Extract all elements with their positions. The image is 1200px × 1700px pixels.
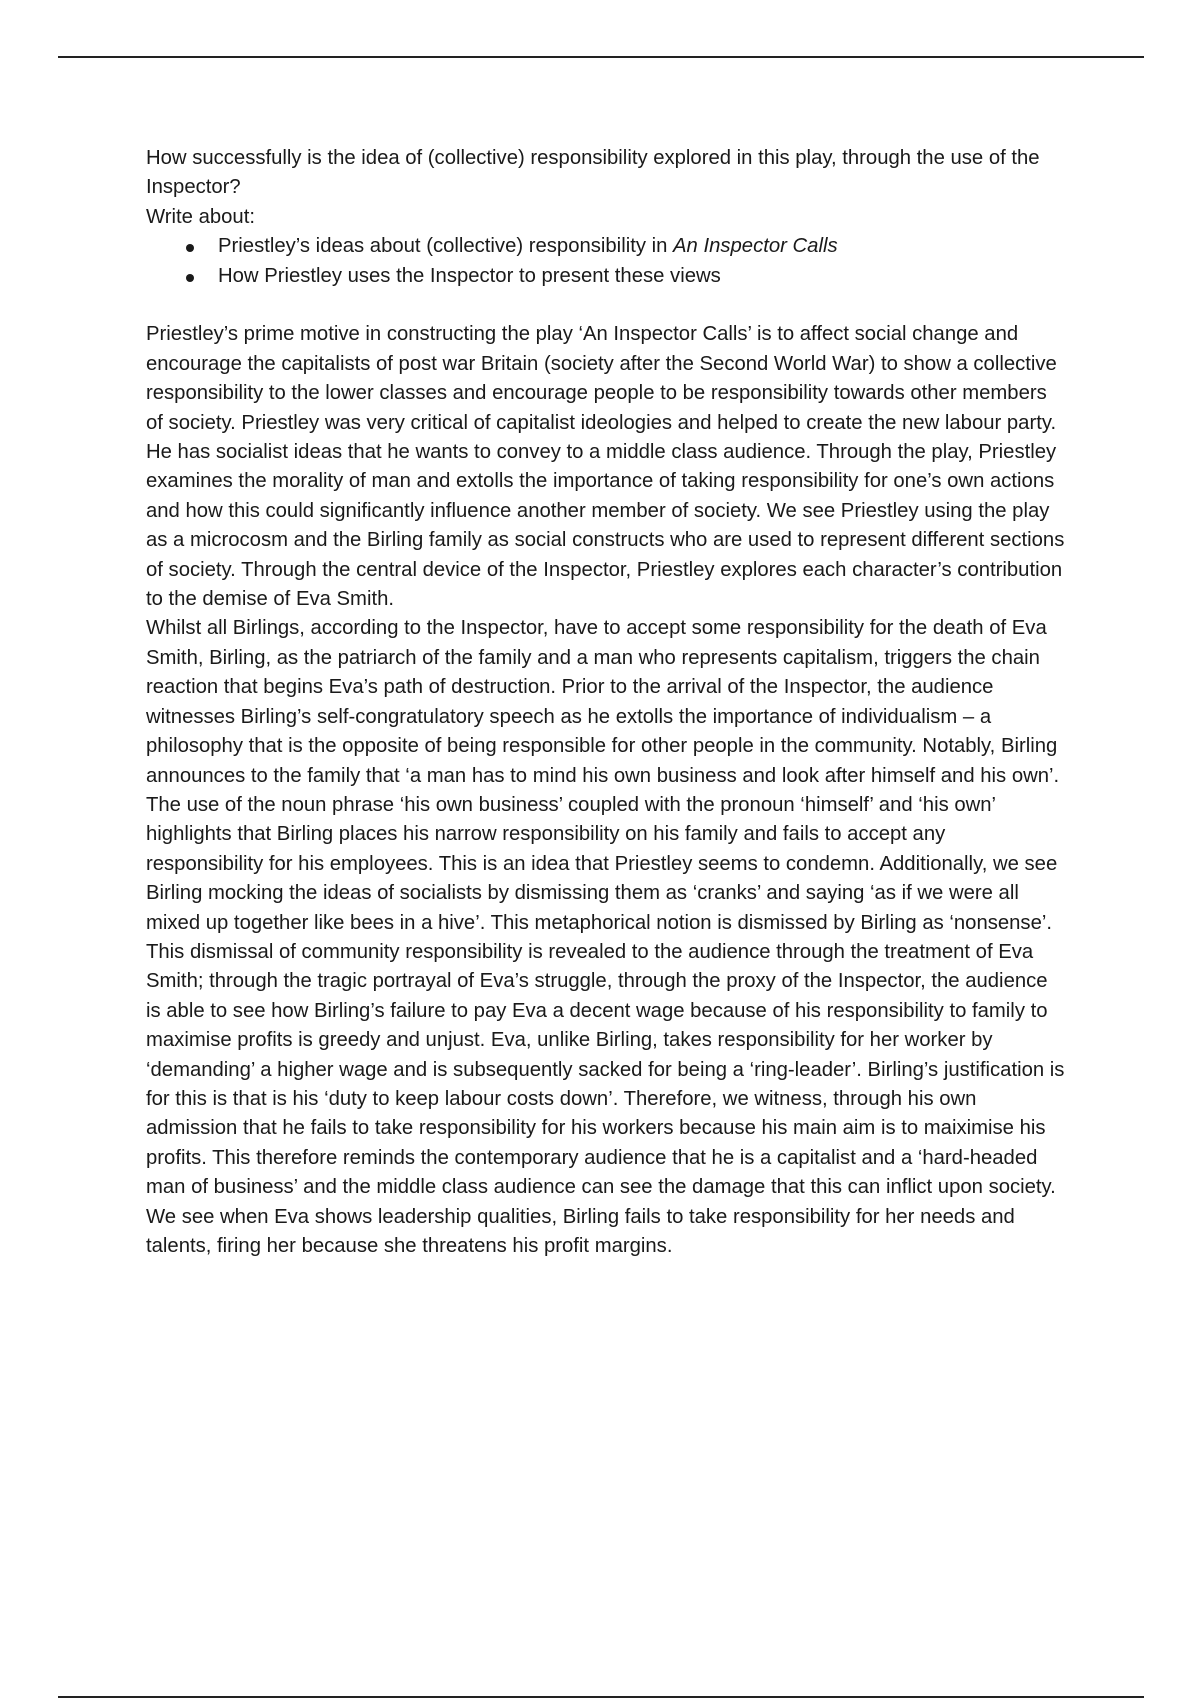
bullet-icon bbox=[186, 274, 194, 282]
bullet-text: How Priestley uses the Inspector to present these views bbox=[218, 264, 721, 287]
footer-rule bbox=[58, 1696, 1144, 1698]
list-item bbox=[146, 232, 1066, 261]
essay-question: How successfully is the idea of (collective) responsibility explored in this play, through the use of the Inspector? bbox=[146, 147, 1040, 199]
write-about-label: Write about: bbox=[146, 205, 255, 228]
bullet-text: Priestley’s ideas about (collective) responsibility in bbox=[218, 235, 674, 258]
document-body bbox=[146, 144, 1066, 1261]
paragraph-birling: Whilst all Birlings, according to the Inspector, have to accept some responsibility for the death of Eva Smith, Birling, as the patriarch of the family and a man who represents capitalism, triggers the chain reaction that begins Eva’s path of destruction. Prior to the arrival of the Inspector, the audience witnesses Birling’s self-congratulatory speech as he extolls the importance of individualism – a philosophy that is the opposite of being responsible for other people in the community. Notably, Birling announces to the family that ‘a man has to mind his own business and look after himself and his own’. The use of the noun phrase ‘his own business’ coupled with the pronoun ‘himself’ and ‘his own’ highlights that Birling places his narrow responsibility on his family and fails to accept any responsibility for his employees. This is an idea that Priestley seems to condemn. Additionally, we see Birling mocking the ideas of socialists by dismissing them as ‘cranks’ and saying ‘as if we were all mixed up together like bees in a hive’. This metaphorical notion is dismissed by Birling as ‘nonsense’. This dismissal of community responsibility is revealed to the audience through the treatment of Eva Smith; through the tragic portrayal of Eva’s struggle, through the proxy of the Inspector, the audience is able to see how Birling’s failure to pay Eva a decent wage because of his responsibility to family to maximise profits is greedy and unjust. Eva, unlike Birling, takes responsibility for her worker by ‘demanding’ a higher wage and is subsequently sacked for being a ‘ring-leader’. Birling’s justification is for this is that is his ‘duty to keep labour costs down’. Therefore, we witness, through his own admission that he fails to take responsibility for his workers because his main aim is to maiximise his profits. This therefore reminds the contemporary audience that he is a capitalist and a ‘hard-headed man of business’ and the middle class audience can see the damage that this can inflict upon society. We see when Eva shows leadership qualities, Birling fails to take responsibility for her needs and talents, firing her because she threatens his profit margins. bbox=[146, 617, 1065, 1258]
play-title: An Inspector Calls bbox=[673, 235, 838, 258]
list-item bbox=[146, 262, 1066, 291]
write-about-list bbox=[146, 232, 1066, 291]
paragraph-intro: Priestley’s prime motive in constructing the play ‘An Inspector Calls’ is to affect social change and encourage the capitalists of post war Britain (society after the Second World War) to show a collective responsibility to the lower classes and encourage people to be responsibility towards other members of society. Priestley was very critical of capitalist ideologies and helped to create the new labour party. He has socialist ideas that he wants to convey to a middle class audience. Through the play, Priestley examines the morality of man and extolls the importance of taking responsibility for one’s own actions and how this could significantly influence another member of society. We see Priestley using the play as a microcosm and the Birling family as social constructs who are used to represent different sections of society. Through the central device of the Inspector, Priestley explores each character’s contribution to the demise of Eva Smith. bbox=[146, 323, 1065, 611]
header-rule bbox=[58, 56, 1144, 58]
bullet-icon bbox=[186, 244, 194, 252]
